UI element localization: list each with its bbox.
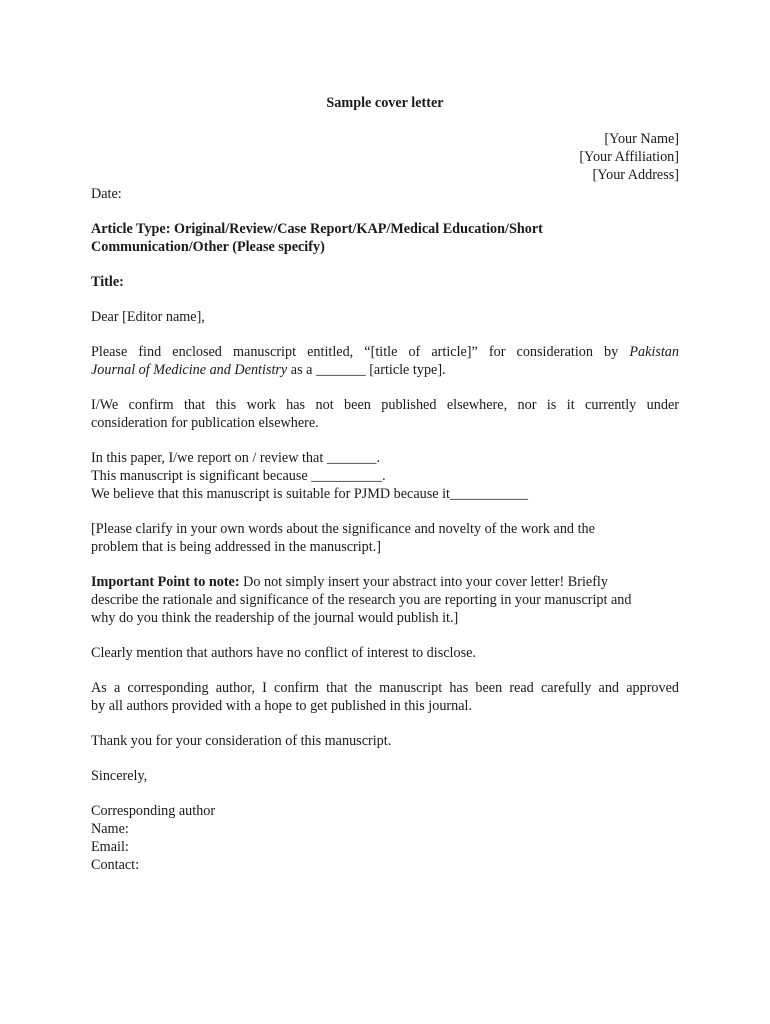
sender-name: [Your Name] bbox=[604, 131, 679, 147]
sender-address-block bbox=[91, 130, 679, 184]
signature-block bbox=[91, 802, 679, 874]
paragraph-corresponding bbox=[91, 679, 679, 715]
confirm-line-2: consideration for publication elsewhere. bbox=[91, 415, 319, 431]
signature-role: Corresponding author bbox=[91, 803, 216, 819]
date-label: Date: bbox=[91, 186, 122, 202]
cover-letter-page bbox=[91, 94, 679, 874]
article-type bbox=[91, 220, 679, 256]
journal-name-part-2: Journal of Medicine and Dentistry bbox=[91, 362, 288, 378]
report-line-3: We believe that this manuscript is suitable for PJMD because it___________ bbox=[91, 486, 529, 502]
corresponding-line-1: As a corresponding author, I confirm that the manuscript has been read carefully and approved bbox=[91, 680, 679, 696]
confirm-line-1: I/We confirm that this work has not been published elsewhere, nor is it currently under bbox=[91, 397, 679, 413]
report-line-1: In this paper, I/we report on / review that _______. bbox=[91, 450, 381, 466]
important-label: Important Point to note: bbox=[91, 574, 240, 590]
enclosed-line-1 bbox=[91, 343, 679, 361]
important-line-3: why do you think the readership of the journal would publish it.] bbox=[91, 610, 459, 626]
paragraph-conflict: Clearly mention that authors have no conflict of interest to disclose. bbox=[91, 645, 476, 661]
salutation: Dear [Editor name], bbox=[91, 309, 205, 325]
paragraph-enclosed bbox=[91, 343, 679, 379]
clarify-line-1: [Please clarify in your own words about the significance and novelty of the work and the bbox=[91, 521, 595, 537]
enclosed-line-1-text: Please find enclosed manuscript entitled, “[title of article]” for consideration by bbox=[91, 344, 619, 360]
closing: Sincerely, bbox=[91, 768, 148, 784]
paragraph-thanks: Thank you for your consideration of this manuscript. bbox=[91, 733, 392, 749]
sender-affiliation: [Your Affiliation] bbox=[579, 149, 679, 165]
signature-name-label: Name: bbox=[91, 821, 129, 837]
enclosed-line-2 bbox=[91, 361, 679, 379]
clarify-line-2: problem that is being addressed in the manuscript.] bbox=[91, 539, 381, 555]
important-line-1 bbox=[91, 573, 679, 591]
enclosed-line-2-rest: as a _______ [article type]. bbox=[287, 362, 446, 378]
signature-email-label: Email: bbox=[91, 839, 129, 855]
important-line-1-rest: Do not simply insert your abstract into your cover letter! Briefly bbox=[239, 574, 608, 590]
article-type-line-2: Communication/Other (Please specify) bbox=[91, 239, 325, 255]
letter-heading: Sample cover letter bbox=[326, 95, 444, 111]
paragraph-report bbox=[91, 449, 679, 503]
journal-name-part-1: Pakistan bbox=[629, 344, 679, 360]
paragraph-confirm bbox=[91, 396, 679, 432]
article-type-line-1: Article Type: Original/Review/Case Report/KAP/Medical Education/Short bbox=[91, 221, 543, 237]
signature-contact-label: Contact: bbox=[91, 857, 140, 873]
paragraph-important bbox=[91, 573, 679, 627]
report-line-2: This manuscript is significant because __________. bbox=[91, 468, 386, 484]
paragraph-clarify bbox=[91, 520, 679, 556]
sender-address: [Your Address] bbox=[592, 167, 679, 183]
title-label: Title: bbox=[91, 274, 124, 290]
important-line-2: describe the rationale and significance of the research you are reporting in your manuscript and bbox=[91, 592, 632, 608]
corresponding-line-2: by all authors provided with a hope to get published in this journal. bbox=[91, 698, 473, 714]
